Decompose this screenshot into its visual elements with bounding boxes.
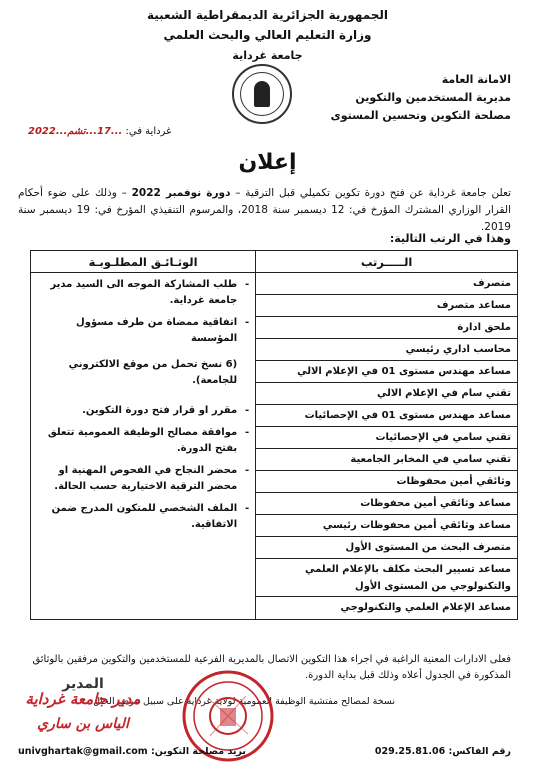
document-item	[35, 315, 249, 347]
page-title: إعلان	[238, 150, 297, 175]
document-text: محضر النجاح في الفحوص المهنية او محضر الترقية الاختيارية حسب الحالة.	[54, 465, 238, 492]
signature-office: مدير جامعة غرداية	[25, 690, 141, 708]
bullet-icon: -	[245, 405, 250, 416]
document-item	[35, 425, 249, 457]
rank-item: مساعد متصرف	[256, 295, 517, 317]
intro-paragraph	[18, 185, 511, 236]
rank-item: مساعد مهندس مستوى 01 في الإحصائيات	[256, 405, 517, 427]
intro-session: دورة نوفمبر 2022	[131, 187, 231, 199]
issue-date	[28, 126, 171, 137]
document-text: الملف الشخصي للمتكون المدرج ضمن الاتفاقية.	[51, 503, 238, 530]
bullet-icon: -	[245, 317, 250, 328]
ministry-header: وزارة التعليم العالي والبحث العلمي	[163, 28, 372, 42]
document-item	[35, 403, 249, 419]
document-text: (6 نسخ تحمل من موقع الالكتروني للجامعة).	[68, 359, 238, 386]
intro-part-2: – وذلك على ضوء أحكام القرار الوزاري المشترك المؤرخ في: 12 ديسمبر سنة 2018، والمرسوم التنفيذي المؤرخ في: 19 ديسمبر سنة 2019.	[18, 187, 511, 233]
rank-item: ملحق ادارة	[256, 317, 517, 339]
bullet-icon: -	[245, 279, 250, 290]
rank-item: مساعد تسيير البحث مكلف بالإعلام العلمي والتكنولوجي من المستوى الأول	[256, 559, 517, 597]
rank-item: مساعد مهندس مستوى 01 في الإعلام الالي	[256, 361, 517, 383]
intro-part-1: تعلن جامعة غرداية عن فتح دورة تكوين تكميلي قبل الترقية –	[230, 187, 511, 199]
document-text: مقرر او قرار فتح دورة التكوين.	[82, 405, 238, 416]
rank-item: محاسب اداري رئيسي	[256, 339, 517, 361]
rank-column-header: الـــــرتب	[256, 251, 518, 273]
rank-item: متصرف البحث من المستوى الأول	[256, 537, 517, 559]
document-text: اتفاقية ممضاة من طرف مسؤول المؤسسة	[76, 317, 238, 344]
fax-number: رقم الفاكس: 029.25.81.06	[374, 746, 511, 757]
republic-header: الجمهورية الجزائرية الديمقراطية الشعبية	[146, 8, 389, 22]
rank-item: مساعد وثائقي أمين محفوظات رئيسي	[256, 515, 517, 537]
department-line-1: الامانة العامة	[441, 73, 511, 86]
copy-note: نسخة لمصالح مفتشية الوظيفة العمومية لولاية غرداية على سبيل عرض الحال.	[90, 696, 395, 707]
date-prefix: غرداية في:	[125, 126, 172, 137]
university-header: جامعة غرداية	[232, 49, 303, 62]
bullet-icon: -	[245, 465, 250, 476]
training-email: بريد مصلحة التكوين: univghartak@gmail.com	[18, 746, 246, 757]
bullet-icon: -	[245, 427, 250, 438]
document-item	[35, 277, 249, 309]
rank-list	[256, 273, 518, 620]
footer-paragraph: فعلى الادارات المعنية الراغبة في اجراء هذا التكوين الاتصال بالمديرية الفرعية للمستخدمين والتكوين مرفقين بالوثائق المذكورة في الجدول أعلاه وذلك قبل بداية الدورة.	[32, 654, 511, 681]
rank-item: تقني سامي في الإحصائيات	[256, 427, 517, 449]
date-value: ...17...تشم...2022	[28, 126, 123, 137]
rank-item: مساعد وثائقي أمين محفوظات	[256, 493, 517, 515]
documents-list	[35, 277, 249, 533]
department-line-2: مديرية المستخدمين والتكوين	[355, 91, 511, 104]
bullet-icon: -	[245, 503, 250, 514]
department-line-3: مصلحة التكوين وتحسين المستوى	[330, 109, 511, 122]
rank-item: وثائقي أمين محفوظات	[256, 471, 517, 493]
document-item-note	[35, 357, 249, 389]
document-text: طلب المشاركة الموجه الى السيد مدير جامعة غرداية.	[50, 279, 238, 306]
signature-role: المدير	[62, 676, 104, 692]
rank-item: متصرف	[256, 273, 517, 295]
signature-name: الياس بن ساري	[37, 716, 129, 732]
director-signature-block	[8, 676, 158, 732]
university-emblem-icon	[232, 64, 292, 124]
grades-table	[30, 250, 518, 620]
rank-item: تقني سامي في المخابر الجامعية	[256, 449, 517, 471]
rank-item: مساعد الإعلام العلمي والتكنولوجي	[340, 602, 511, 613]
rank-item: تقني سام في الإعلام الالي	[256, 383, 517, 405]
documents-column-header: الوثـائـق المطلـوبـة	[31, 251, 256, 273]
document-item	[35, 501, 249, 533]
documents-list-cell	[31, 273, 256, 620]
document-text: موافقة مصالح الوظيفة العمومية تتعلق بفتح الدورة.	[47, 427, 238, 454]
contact-line	[18, 746, 511, 757]
lead-text: وهذا في الرتب التالية:	[389, 232, 511, 245]
document-item	[35, 463, 249, 495]
